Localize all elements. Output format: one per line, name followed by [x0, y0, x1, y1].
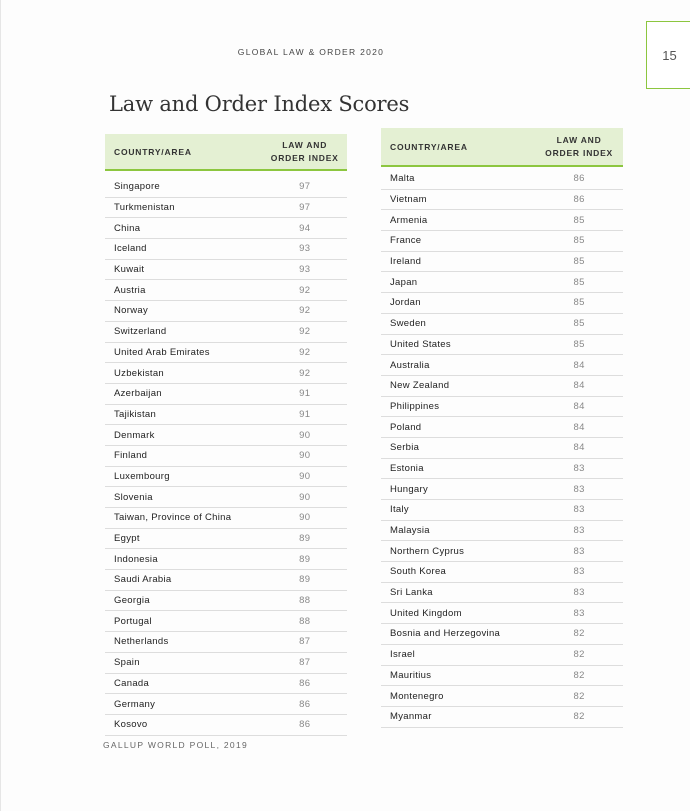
- score-cell: 84: [535, 417, 623, 438]
- score-column-header: [535, 128, 623, 166]
- country-cell: Kosovo: [105, 714, 262, 735]
- table-row: [105, 301, 347, 322]
- table-row: [381, 293, 623, 314]
- score-cell: 92: [262, 301, 347, 322]
- score-cell: 83: [535, 562, 623, 583]
- table-row: [381, 582, 623, 603]
- country-cell: Malaysia: [381, 520, 535, 541]
- table-row: [105, 570, 347, 591]
- score-header-line2: ORDER INDEX: [545, 147, 614, 158]
- table-row: [381, 644, 623, 665]
- table-header-row: [105, 134, 347, 170]
- country-cell: United Arab Emirates: [105, 342, 262, 363]
- table-row: [105, 652, 347, 673]
- country-cell: Switzerland: [105, 321, 262, 342]
- country-cell: Ireland: [381, 251, 535, 272]
- score-cell: 91: [262, 383, 347, 404]
- score-cell: 85: [535, 231, 623, 252]
- table-row: [105, 445, 347, 466]
- table-row: [381, 189, 623, 210]
- score-cell: 82: [535, 706, 623, 727]
- country-cell: Georgia: [105, 590, 262, 611]
- score-header-line2: ORDER INDEX: [270, 152, 339, 163]
- table-row: [105, 197, 347, 218]
- score-cell: 88: [262, 590, 347, 611]
- country-cell: Taiwan, Province of China: [105, 508, 262, 529]
- score-cell: 85: [535, 272, 623, 293]
- country-cell: Estonia: [381, 458, 535, 479]
- score-cell: 92: [262, 363, 347, 384]
- country-cell: Italy: [381, 500, 535, 521]
- score-cell: 85: [535, 210, 623, 231]
- table-row: [381, 624, 623, 645]
- score-cell: 90: [262, 445, 347, 466]
- table-row: [105, 508, 347, 529]
- table-row: [381, 166, 623, 189]
- table-row: [105, 632, 347, 653]
- table-header-row: [381, 128, 623, 166]
- score-header-line1: LAW AND: [282, 139, 328, 150]
- score-cell: 93: [262, 239, 347, 260]
- country-cell: Azerbaijan: [105, 383, 262, 404]
- table-row: [381, 520, 623, 541]
- table-row: [105, 404, 347, 425]
- country-cell: Denmark: [105, 425, 262, 446]
- score-cell: 83: [535, 458, 623, 479]
- score-cell: 94: [262, 218, 347, 239]
- table-row: [381, 396, 623, 417]
- country-cell: Myanmar: [381, 706, 535, 727]
- table-row: [105, 239, 347, 260]
- country-cell: Armenia: [381, 210, 535, 231]
- table-row: [381, 479, 623, 500]
- table-row: [105, 342, 347, 363]
- score-cell: 83: [535, 603, 623, 624]
- score-cell: 86: [262, 673, 347, 694]
- table-row: [105, 425, 347, 446]
- table-row: [105, 590, 347, 611]
- country-cell: Poland: [381, 417, 535, 438]
- country-cell: Hungary: [381, 479, 535, 500]
- score-cell: 83: [535, 479, 623, 500]
- score-cell: 89: [262, 528, 347, 549]
- country-cell: Finland: [105, 445, 262, 466]
- country-cell: United Kingdom: [381, 603, 535, 624]
- country-cell: Luxembourg: [105, 466, 262, 487]
- score-cell: 91: [262, 404, 347, 425]
- country-cell: Montenegro: [381, 686, 535, 707]
- table-row: [105, 673, 347, 694]
- country-cell: Turkmenistan: [105, 197, 262, 218]
- score-cell: 84: [535, 396, 623, 417]
- scores-table-right: [381, 128, 623, 728]
- score-cell: 92: [262, 280, 347, 301]
- country-cell: Japan: [381, 272, 535, 293]
- country-cell: Uzbekistan: [105, 363, 262, 384]
- score-cell: 85: [535, 293, 623, 314]
- table-row: [381, 603, 623, 624]
- country-cell: Netherlands: [105, 632, 262, 653]
- table-row: [381, 500, 623, 521]
- country-cell: Australia: [381, 355, 535, 376]
- score-cell: 84: [535, 437, 623, 458]
- table-row: [105, 170, 347, 197]
- country-cell: Sri Lanka: [381, 582, 535, 603]
- country-cell: Portugal: [105, 611, 262, 632]
- score-cell: 92: [262, 342, 347, 363]
- country-cell: New Zealand: [381, 375, 535, 396]
- table-row: [381, 334, 623, 355]
- table-row: [381, 355, 623, 376]
- country-cell: Jordan: [381, 293, 535, 314]
- score-cell: 83: [535, 500, 623, 521]
- score-cell: 83: [535, 520, 623, 541]
- scores-table-left: [105, 134, 347, 736]
- score-cell: 93: [262, 259, 347, 280]
- score-cell: 89: [262, 549, 347, 570]
- score-cell: 82: [535, 624, 623, 645]
- score-column-header: [262, 134, 347, 170]
- table-row: [381, 665, 623, 686]
- score-cell: 83: [535, 582, 623, 603]
- page-title: Law and Order Index Scores: [109, 92, 410, 116]
- country-cell: Vietnam: [381, 189, 535, 210]
- table-row: [381, 210, 623, 231]
- score-cell: 92: [262, 321, 347, 342]
- score-cell: 85: [535, 334, 623, 355]
- table-row: [105, 363, 347, 384]
- score-cell: 82: [535, 665, 623, 686]
- table-row: [105, 714, 347, 735]
- country-cell: Germany: [105, 694, 262, 715]
- table-row: [381, 458, 623, 479]
- country-cell: South Korea: [381, 562, 535, 583]
- country-column-header: COUNTRY/AREA: [381, 128, 535, 166]
- country-cell: Iceland: [105, 239, 262, 260]
- score-cell: 85: [535, 313, 623, 334]
- score-cell: 97: [262, 170, 347, 197]
- score-cell: 84: [535, 355, 623, 376]
- score-cell: 83: [535, 541, 623, 562]
- country-cell: China: [105, 218, 262, 239]
- country-cell: Serbia: [381, 437, 535, 458]
- table-row: [105, 259, 347, 280]
- table-row: [105, 487, 347, 508]
- score-cell: 89: [262, 570, 347, 591]
- table-row: [105, 321, 347, 342]
- score-cell: 82: [535, 686, 623, 707]
- score-cell: 88: [262, 611, 347, 632]
- country-cell: United States: [381, 334, 535, 355]
- scores-table-left-body: [105, 170, 347, 735]
- score-cell: 85: [535, 251, 623, 272]
- country-cell: Egypt: [105, 528, 262, 549]
- table-row: [105, 218, 347, 239]
- country-cell: Slovenia: [105, 487, 262, 508]
- score-cell: 87: [262, 632, 347, 653]
- score-cell: 87: [262, 652, 347, 673]
- scores-table-right-body: [381, 166, 623, 727]
- country-cell: Mauritius: [381, 665, 535, 686]
- score-cell: 90: [262, 508, 347, 529]
- page-number: 15: [646, 21, 690, 89]
- country-cell: Singapore: [105, 170, 262, 197]
- table-row: [381, 686, 623, 707]
- score-cell: 86: [262, 694, 347, 715]
- score-cell: 86: [535, 166, 623, 189]
- table-row: [105, 549, 347, 570]
- score-header-line1: LAW AND: [556, 134, 602, 145]
- country-cell: Austria: [105, 280, 262, 301]
- table-row: [381, 417, 623, 438]
- score-cell: 82: [535, 644, 623, 665]
- country-cell: Norway: [105, 301, 262, 322]
- score-cell: 86: [535, 189, 623, 210]
- source-note: GALLUP WORLD POLL, 2019: [103, 740, 249, 750]
- table-row: [381, 706, 623, 727]
- country-cell: Northern Cyprus: [381, 541, 535, 562]
- score-cell: 90: [262, 487, 347, 508]
- table-row: [105, 383, 347, 404]
- table-row: [105, 280, 347, 301]
- country-cell: Canada: [105, 673, 262, 694]
- country-column-header: COUNTRY/AREA: [105, 134, 262, 170]
- score-cell: 90: [262, 466, 347, 487]
- table-row: [105, 528, 347, 549]
- table-row: [105, 611, 347, 632]
- running-header: GLOBAL LAW & ORDER 2020: [237, 47, 385, 57]
- score-cell: 84: [535, 375, 623, 396]
- table-row: [105, 466, 347, 487]
- score-cell: 86: [262, 714, 347, 735]
- score-cell: 90: [262, 425, 347, 446]
- country-cell: Philippines: [381, 396, 535, 417]
- country-cell: Sweden: [381, 313, 535, 334]
- table-row: [381, 541, 623, 562]
- table-row: [105, 694, 347, 715]
- table-row: [381, 313, 623, 334]
- country-cell: France: [381, 231, 535, 252]
- country-cell: Malta: [381, 166, 535, 189]
- country-cell: Tajikistan: [105, 404, 262, 425]
- table-row: [381, 375, 623, 396]
- table-row: [381, 272, 623, 293]
- table-row: [381, 562, 623, 583]
- country-cell: Bosnia and Herzegovina: [381, 624, 535, 645]
- table-row: [381, 437, 623, 458]
- country-cell: Kuwait: [105, 259, 262, 280]
- country-cell: Spain: [105, 652, 262, 673]
- country-cell: Saudi Arabia: [105, 570, 262, 591]
- country-cell: Israel: [381, 644, 535, 665]
- country-cell: Indonesia: [105, 549, 262, 570]
- table-row: [381, 231, 623, 252]
- score-cell: 97: [262, 197, 347, 218]
- table-row: [381, 251, 623, 272]
